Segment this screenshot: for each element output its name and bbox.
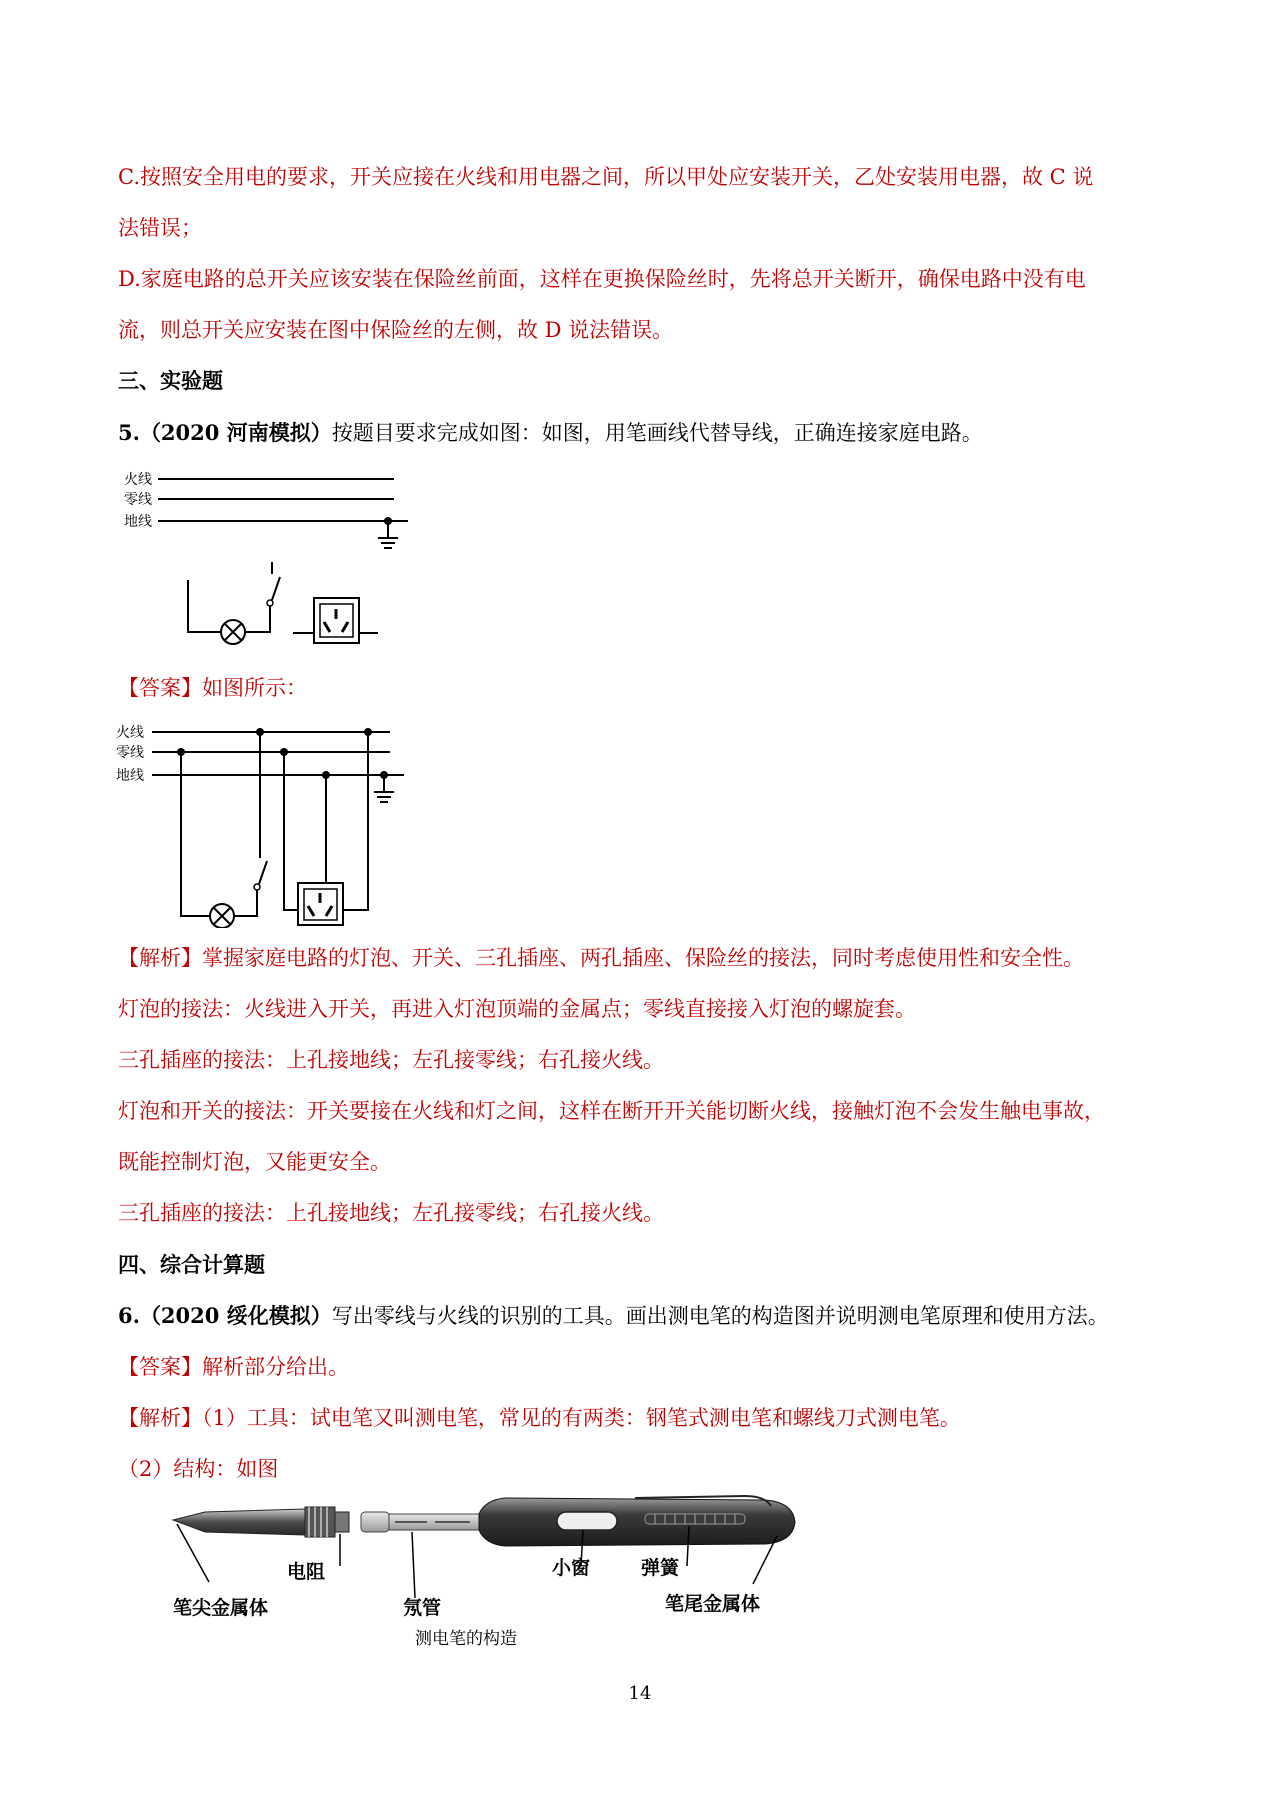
- q5-answer-tag: 【答案】: [118, 676, 202, 700]
- q6-answer-tag: 【答案】: [118, 1355, 202, 1379]
- analysis-d-line2: 流，则总开关应安装在图中保险丝的左侧，故 D 说法错误。: [118, 318, 674, 342]
- answer-label-neutral-wire: 零线: [116, 745, 144, 761]
- label-neutral-wire: 零线: [124, 492, 152, 508]
- q5-analysis-line-3: 灯泡和开关的接法：开关要接在火线和灯之间，这样在断开开关能切断火线，接触灯泡不会发生触电事故，: [118, 1099, 1105, 1123]
- three-hole-socket: [293, 598, 378, 643]
- q6-structure-text: （2）结构：如图: [118, 1457, 279, 1481]
- analysis-c-line2: 法错误；: [118, 216, 202, 240]
- answer-label-ground-wire: 地线: [116, 768, 144, 784]
- q6-analysis-tag: 【解析】: [118, 1406, 202, 1430]
- q5-analysis-line-4: 既能控制灯泡，又能更安全。: [118, 1150, 391, 1174]
- pen-label-tip: 笔尖金属体: [173, 1597, 269, 1619]
- circuit-figure-answer: [112, 716, 422, 928]
- q5-answer-text: 如图所示：: [202, 676, 307, 700]
- pen-tip-part: [173, 1507, 349, 1537]
- q5-analysis: [118, 943, 1178, 973]
- section-title-4: 四、综合计算题: [118, 1252, 265, 1277]
- pen-label-tail: 笔尾金属体: [665, 1593, 761, 1615]
- q5-analysis-line-1: 灯泡的接法：火线进入开关，再进入灯泡顶端的金属点；零线直接接入灯泡的螺旋套。: [118, 997, 916, 1021]
- test-pen-figure: [165, 1492, 805, 1652]
- question-6: [118, 1301, 1178, 1331]
- q5-analysis-tag: 【解析】: [118, 946, 202, 970]
- pen-body-part: [479, 1496, 795, 1546]
- section-title-3: 三、实验题: [118, 368, 223, 393]
- pen-label-resistor: 电阻: [287, 1561, 326, 1583]
- q5-analysis-line-2: 三孔插座的接法：上孔接地线；左孔接零线；右孔接火线。: [118, 1048, 664, 1072]
- answer-wiring: [177, 728, 372, 928]
- pen-label-spring: 弹簧: [641, 1557, 680, 1579]
- q5-answer: [118, 673, 1178, 703]
- q5-number: 5.: [118, 420, 140, 445]
- q6-analysis-text: （1）工具：试电笔又叫测电笔，常见的有两类：钢笔式测电笔和螺线刀式测电笔。: [202, 1406, 961, 1430]
- analysis-d-line1: D.家庭电路的总开关应该安装在保险丝前面，这样在更换保险丝时，先将总开关断开，确保电路中没有电: [118, 267, 1086, 291]
- label-ground-wire: 地线: [124, 514, 152, 530]
- q5-text: 按题目要求完成如图：如图，用笔画线代替导线，正确连接家庭电路。: [331, 421, 983, 445]
- lamp-switch-branch: [188, 562, 280, 644]
- circuit-figure-question: [118, 462, 418, 662]
- analysis-c-line1: C.按照安全用电的要求，开关应接在火线和用电器之间，所以甲处应安装开关，乙处安装用电器，故 C 说: [118, 165, 1094, 189]
- pen-figure-caption: 测电笔的构造: [415, 1629, 517, 1649]
- q6-answer: [118, 1352, 1178, 1382]
- q6-analysis: [118, 1403, 1178, 1433]
- q6-text: 写出零线与火线的识别的工具。画出测电笔的构造图并说明测电笔原理和使用方法。: [331, 1304, 1109, 1328]
- neon-tube-part: [361, 1512, 479, 1532]
- label-live-wire: 火线: [124, 472, 152, 488]
- q5-source: （2020 河南模拟）: [139, 420, 332, 445]
- q6-answer-text: 解析部分给出。: [202, 1355, 349, 1379]
- answer-label-live-wire: 火线: [116, 725, 144, 741]
- pen-label-window: 小窗: [552, 1557, 591, 1579]
- q5-analysis-text: 掌握家庭电路的灯泡、开关、三孔插座、两孔插座、保险丝的接法，同时考虑使用性和安全性。: [202, 946, 1084, 970]
- q5-analysis-line-5: 三孔插座的接法：上孔接地线；左孔接零线；右孔接火线。: [118, 1201, 664, 1225]
- question-5: [118, 418, 1178, 448]
- q6-source: （2020 绥化模拟）: [139, 1303, 332, 1328]
- page-number: 14: [628, 1683, 652, 1704]
- q6-number: 6.: [118, 1303, 140, 1328]
- pen-label-neon: 氖管: [403, 1597, 442, 1619]
